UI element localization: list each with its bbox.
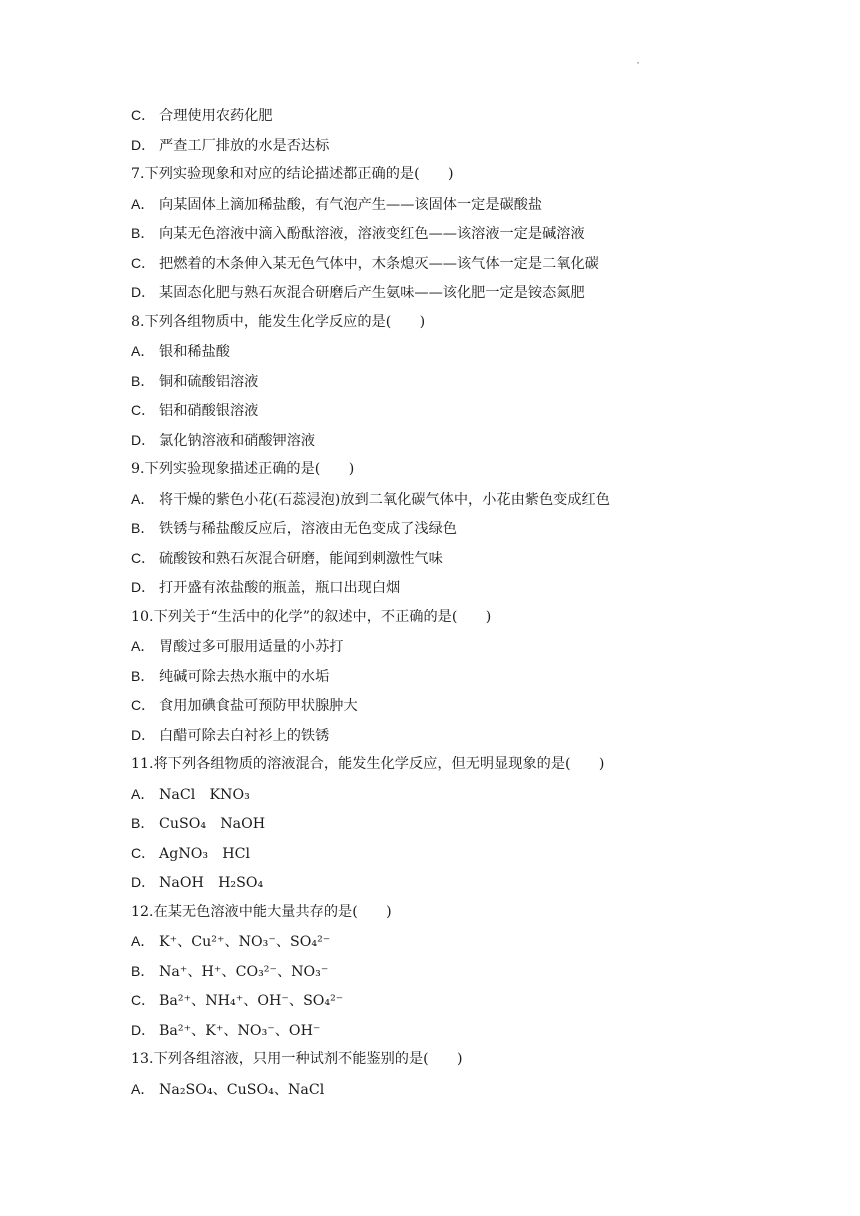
option-12a: A． K⁺、Cu²⁺、NO₃⁻、SO₄²⁻ [131, 933, 331, 950]
option-10b: B． 纯碱可除去热水瓶中的水垢 [131, 667, 330, 685]
question-8-stem: 8.下列各组物质中，能发生化学反应的是( ) [131, 313, 426, 330]
option-8d: D． 氯化钠溶液和硝酸钾溶液 [131, 431, 316, 449]
question-13-stem: 13.下列各组溶液，只用一种试剂不能鉴别的是( ) [131, 1051, 463, 1067]
option-11a: A． NaCl KNO₃ [131, 785, 250, 803]
corner-mark: · [636, 55, 640, 69]
option-8b: B． 铜和硫酸铝溶液 [131, 372, 259, 390]
question-7-stem: 7.下列实验现象和对应的结论描述都正确的是( ) [131, 166, 454, 182]
option-10d: D． 白醋可除去白衬衫上的铁锈 [131, 726, 330, 744]
option-10c: C． 食用加碘食盐可预防甲状腺肿大 [131, 697, 358, 714]
option-6d: D． 严查工厂排放的水是否达标 [131, 136, 330, 154]
option-7c: C． 把燃着的木条伸入某无色气体中，木条熄灭——该气体一定是二氧化碳 [131, 254, 599, 272]
option-8c: C． 铝和硝酸银溶液 [131, 402, 259, 419]
question-list [131, 101, 751, 1104]
question-10-stem: 10.下列关于“生活中的化学”的叙述中，不正确的是( ) [131, 608, 492, 625]
option-11b: B． CuSO₄ NaOH [131, 815, 266, 832]
option-13a: A． Na₂SO₄、CuSO₄、NaCl [131, 1080, 325, 1098]
option-12c: C． Ba²⁺、NH₄⁺、OH⁻、SO₄²⁻ [131, 992, 344, 1009]
option-7a: A． 向某固体上滴加稀盐酸，有气泡产生——该固体一定是碳酸盐 [131, 195, 543, 213]
option-7d: D． 某固态化肥与熟石灰混合研磨后产生氨味——该化肥一定是铵态氮肥 [131, 284, 585, 301]
option-9d: D． 打开盛有浓盐酸的瓶盖，瓶口出现白烟 [131, 579, 401, 596]
question-11-stem: 11.将下列各组物质的溶液混合，能发生化学反应，但无明显现象的是( ) [131, 756, 605, 772]
option-6c: C． 合理使用农药化肥 [131, 107, 273, 124]
option-10a: A． 胃酸过多可服用适量的小苏打 [131, 638, 344, 655]
question-12-stem: 12.在某无色溶液中能大量共存的是( ) [131, 903, 392, 920]
option-11c: C． AgNO₃ HCl [131, 844, 251, 862]
option-7b: B． 向某无色溶液中滴入酚酞溶液，溶液变红色——该溶液一定是碱溶液 [131, 225, 585, 242]
option-9a: A． 将干燥的紫色小花(石蕊浸泡)放到二氧化碳气体中，小花由紫色变成红色 [131, 490, 610, 508]
option-9b: B． 铁锈与稀盐酸反应后，溶液由无色变成了浅绿色 [131, 520, 457, 537]
question-9-stem: 9.下列实验现象描述正确的是( ) [131, 461, 355, 477]
option-9c: C． 硫酸铵和熟石灰混合研磨，能闻到刺激性气味 [131, 549, 443, 567]
option-12b: B． Na⁺、H⁺、CO₃²⁻、NO₃⁻ [131, 962, 329, 980]
option-8a: A． 银和稀盐酸 [131, 343, 230, 360]
option-11d: D． NaOH H₂SO₄ [131, 874, 264, 891]
option-12d: D． Ba²⁺、K⁺、NO₃⁻、OH⁻ [131, 1021, 321, 1039]
